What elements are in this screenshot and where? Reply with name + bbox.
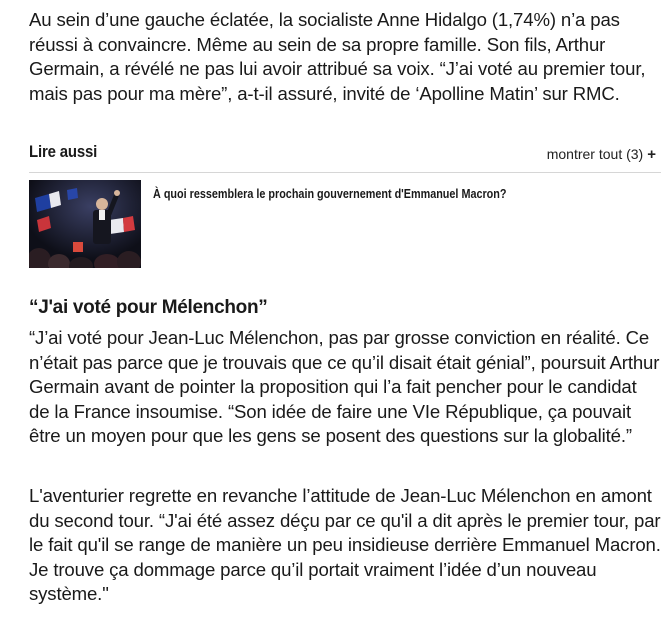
lire-aussi-header xyxy=(29,138,661,173)
show-all-label: montrer tout xyxy=(546,146,623,162)
show-all-button[interactable] xyxy=(547,146,656,163)
related-article-item[interactable] xyxy=(29,180,661,268)
lire-aussi-title: Lire aussi xyxy=(29,142,98,161)
show-all-count: (3) xyxy=(626,146,644,162)
article-paragraph: “J’ai voté pour Jean-Luc Mélenchon, pas par grosse conviction en réalité. Ce n’était pas parce que je trouvais que ce qu’il disait était génial”, poursuit Arthur Germain avant de pointer la proposition qui l’a fait pencher pour le candidat de la France insoumise. “Son idée de faire une VIe République, ça pouvait être un moyen pour que les gens se posent des questions sur la globalité.” xyxy=(29,327,660,446)
article-paragraph: Au sein d’une gauche éclatée, la socialiste Anne Hidalgo (1,74%) n’a pas réussi à convaincre. Même au sein de sa propre famille. Son fils, Arthur Germain, a révélé ne pas lui avoir attribué sa voix. “J’ai voté au premier tour, mais pas pour ma mère”, a-t-il assuré, invité de ‘Apolline Matin’ sur RMC. xyxy=(29,9,646,104)
article-paragraph: L'aventurier regrette en revanche l’attitude de Jean-Luc Mélenchon en amont du second tour. “J'ai été assez déçu par ce qu'il a dit après le premier tour, par le fait qu'il se range de manière un peu insidieuse derrière Emmanuel Macron. Je trouve ça dommage parce qu’il portait vraiment l’idée d’un nouveau système." xyxy=(29,485,661,604)
related-article-link[interactable]: À quoi ressemblera le prochain gouvernement d'Emmanuel Macron? xyxy=(153,186,507,201)
section-subheading: “J'ai voté pour Mélenchon” xyxy=(29,297,268,318)
related-article-thumbnail[interactable] xyxy=(29,180,141,268)
crowd-photo-icon xyxy=(29,180,141,268)
plus-icon: + xyxy=(647,146,656,163)
